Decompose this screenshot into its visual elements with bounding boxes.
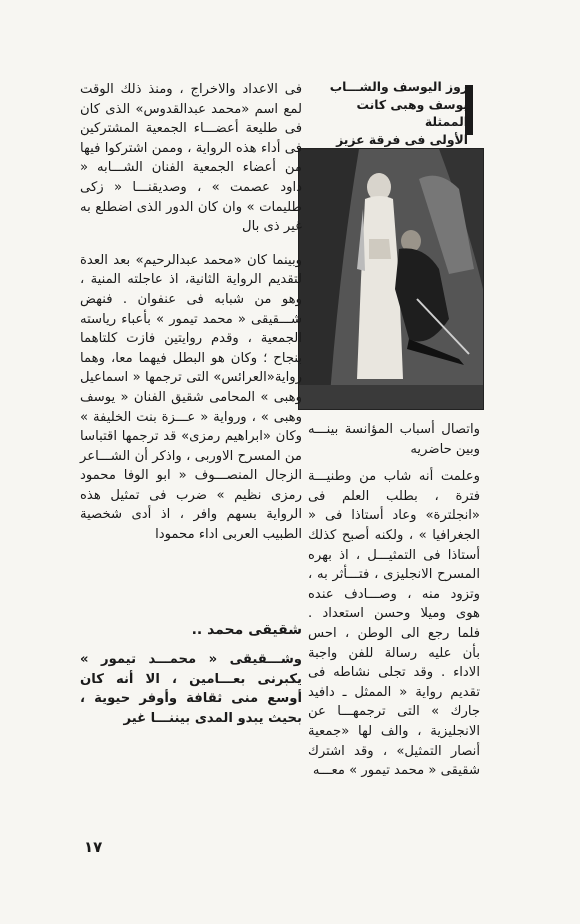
paragraph: واتصال أسباب المؤانسة بينـــه وبين حاضريه	[308, 422, 480, 457]
paragraph: وبينما كان «محمد عبدالرحيم» بعد العدة لتقديم الرواية الثانية، اذ عاجلته المنية ، وهو من شبابه فى عنفوان . فنهض شـــقيقى « محمد تيمور » بأعباء رياسته الجمعية ، وقدم روايتين فازت كلتاهما بنجاح ؛ وكان هو البطل فيهما معا، وهما رواية«العرائس» التى ترجمها « اسماعيل وهبى » المحامى شقيق الفنان « يوسف وهبى » ، ورواية « عـــزة بنت الخليفة » وكان «ابراهيم رمزى» قد ترجمها اقتباسا من المسرح الاوربى ، واذكر أن الشـــاعر الزجال المنصـــوف « ابو الوفا محمود رمزى نظيم » ضرب فى تمثيل هذه الرواية بسهم وافر ، اذ أدى شخصية الطبيب العربى اداء محمودا	[80, 252, 302, 543]
caption-line: الأولى فى فرقة عزيز	[336, 131, 468, 147]
paragraph: فى الاعداد والاخراج ، ومنذ ذلك الوقت لمع اسم «محمد عبدالقدوس» الذى كان فى طليعة أعضـــاء الجمعية المشتركين فى أداء هذه الرواية ، وممن اشتركوا فيها من أعضاء الجمعية الفنان الشـــابه « داود عصمت » ، وصديقنـــا « زكى طليمات » وان كان الدور الذى اضطلع به غير ذى بال	[80, 82, 302, 235]
paragraph: وشـــقيقى « محمـــد تيمور » يكبرنى بعـــامين ، الا أنه كان أوسع منى ثقافة وأوفر حيوية ، بحيث يبدو المدى بيننـــا غير	[80, 652, 302, 726]
caption-line: روز اليوسف والشـــاب	[329, 79, 468, 94]
caption-line: يوسف وهبى كانت الممثلة	[356, 96, 468, 129]
section-heading: شقيقى محمد ..	[191, 622, 302, 638]
stage-photo	[298, 148, 484, 410]
text-column-left-bottom	[80, 650, 302, 736]
page-number: ١٧	[84, 838, 103, 856]
text-column-left	[80, 80, 302, 553]
text-column-right	[308, 420, 480, 789]
paragraph: وعلمت أنه شاب من وطنيـــة فترة ، بطلب العلم فى «انجلترة» وعاد أستاذا فى « الجغرافيا » ، ولكنه أصبح كذلك أستاذا فى التمثيـــل ، اذ بهره المسرح الانجليزى ، فتـــأثر به ، وتزود منه ، وصـــادف عنده هوى وميلا وحسن استعداد . فلما رجع الى الوطن ، احس بأن عليه رسالة للفن واجبة الاداء . وقد تجلى نشاطه فى تقديم رواية « الممثل ـ دافيد جارك » التى ترجمهـــا عن الانجليزية ، والف لها «جمعية أنصار التمثيل» ، وقد اشترك شقيقى « محمد تيمور » معـــه	[308, 469, 480, 779]
